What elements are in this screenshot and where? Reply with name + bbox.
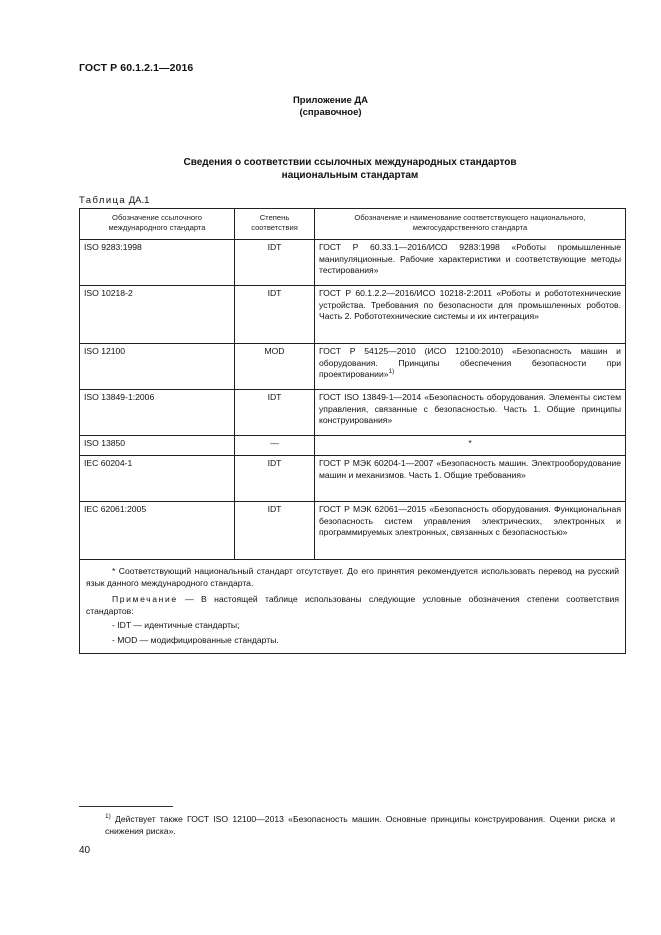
page-footnote xyxy=(79,813,615,837)
section-title-line1: Сведения о соответствии ссылочных международных стандартов xyxy=(183,157,517,168)
table-notes-row xyxy=(80,560,626,654)
cell-national: ГОСТ Р 60.1.2.2—2016/ИСО 10218-2:2011 «Роботы и робототехнические устройства. Требования по безопасности для промышленных роботов. Часть 2. Робототехнические системы и их интеграция» xyxy=(315,286,626,344)
cell-national: ГОСТ Р МЭК 62061—2015 «Безопасность оборудования. Функциональная безопасность систем управления электрических, электронных и программируемых электронных, связанных с безопасностью» xyxy=(315,502,626,560)
note-item-idt: - IDT — идентичные стандарты; xyxy=(112,620,240,631)
table-row xyxy=(80,456,626,502)
cell-intl: ISO 10218-2 xyxy=(80,286,235,344)
table-row xyxy=(80,436,626,456)
table-row xyxy=(80,390,626,436)
cell-degree: — xyxy=(235,436,315,456)
footnote-mark: 1) xyxy=(105,813,111,821)
table-caption xyxy=(79,195,149,206)
table-caption-word: Таблица xyxy=(79,195,127,206)
header-intl-standard: Обозначение ссылочного международного стандарта xyxy=(80,209,235,240)
cell-national-text: ГОСТ Р 54125—2010 (ИСО 12100:2010) «Безопасность машин и оборудования. Принципы обеспечения безопасности при проектировании» xyxy=(319,346,621,380)
cell-national xyxy=(315,344,626,390)
cell-national: ГОСТ Р 60.33.1—2016/ИСО 9283:1998 «Роботы промышленные манипуляционные. Рабочие характеристики и соответствующие методы тестирования» xyxy=(315,240,626,286)
cell-national xyxy=(315,436,626,456)
cell-degree: MOD xyxy=(235,344,315,390)
note-item-mod: - MOD — модифицированные стандарты. xyxy=(112,634,279,645)
table-row xyxy=(80,502,626,560)
cell-intl: ISO 9283:1998 xyxy=(80,240,235,286)
cell-intl: IEC 62061:2005 xyxy=(80,502,235,560)
table-note xyxy=(86,594,619,617)
table-row xyxy=(80,240,626,286)
cell-intl: IEC 60204-1 xyxy=(80,456,235,502)
page-number: 40 xyxy=(79,845,91,856)
table-header-row xyxy=(80,209,626,240)
footnote-text: Действует также ГОСТ ISO 12100—2013 «Безопасность машин. Основные принципы конструирования. Оценки риска и снижения риска». xyxy=(105,814,615,836)
standards-table xyxy=(79,208,626,654)
asterisk-note: * Соответствующий национальный стандарт отсутствует. До его принятия рекомендуется использовать перевод на русский язык данного международного стандарта. xyxy=(86,566,619,588)
cell-national: ГОСТ ISO 13849-1—2014 «Безопасность оборудования. Элементы систем управления, связанные с безопасностью. Часть 1. Общие принципы конструирования» xyxy=(315,390,626,436)
section-title-line2: национальным стандартам xyxy=(281,170,419,181)
header-national-standard: Обозначение и наименование соответствующего национального, межгосударственного стандарта xyxy=(315,209,626,240)
header-degree: Степень соответствия xyxy=(235,209,315,240)
table-notes xyxy=(80,560,626,654)
cell-national: ГОСТ Р МЭК 60204-1—2007 «Безопасность машин. Электрооборудование машин и механизмов. Часть 1. Общие требования» xyxy=(315,456,626,502)
cell-intl: ISO 13850 xyxy=(80,436,235,456)
table-caption-id: ДА.1 xyxy=(128,195,150,206)
cell-degree: IDT xyxy=(235,390,315,436)
table-row xyxy=(80,344,626,390)
document-code: ГОСТ Р 60.1.2.1—2016 xyxy=(79,62,194,74)
footnote-divider xyxy=(79,806,173,807)
cell-degree: IDT xyxy=(235,286,315,344)
cell-national-asterisk: * xyxy=(468,438,472,448)
cell-degree: IDT xyxy=(235,456,315,502)
footnote-mark: 1) xyxy=(388,368,395,376)
note-label: Примечание xyxy=(112,594,178,605)
cell-degree: IDT xyxy=(235,502,315,560)
table-row xyxy=(80,286,626,344)
appendix-subtitle: (справочное) xyxy=(299,107,362,118)
appendix-title: Приложение ДА xyxy=(292,95,369,106)
cell-intl: ISO 13849-1:2006 xyxy=(80,390,235,436)
note-text: — В настоящей таблице использованы следующие условные обозначения степени соответствия стандартов: xyxy=(86,594,619,616)
cell-degree: IDT xyxy=(235,240,315,286)
cell-intl: ISO 12100 xyxy=(80,344,235,390)
